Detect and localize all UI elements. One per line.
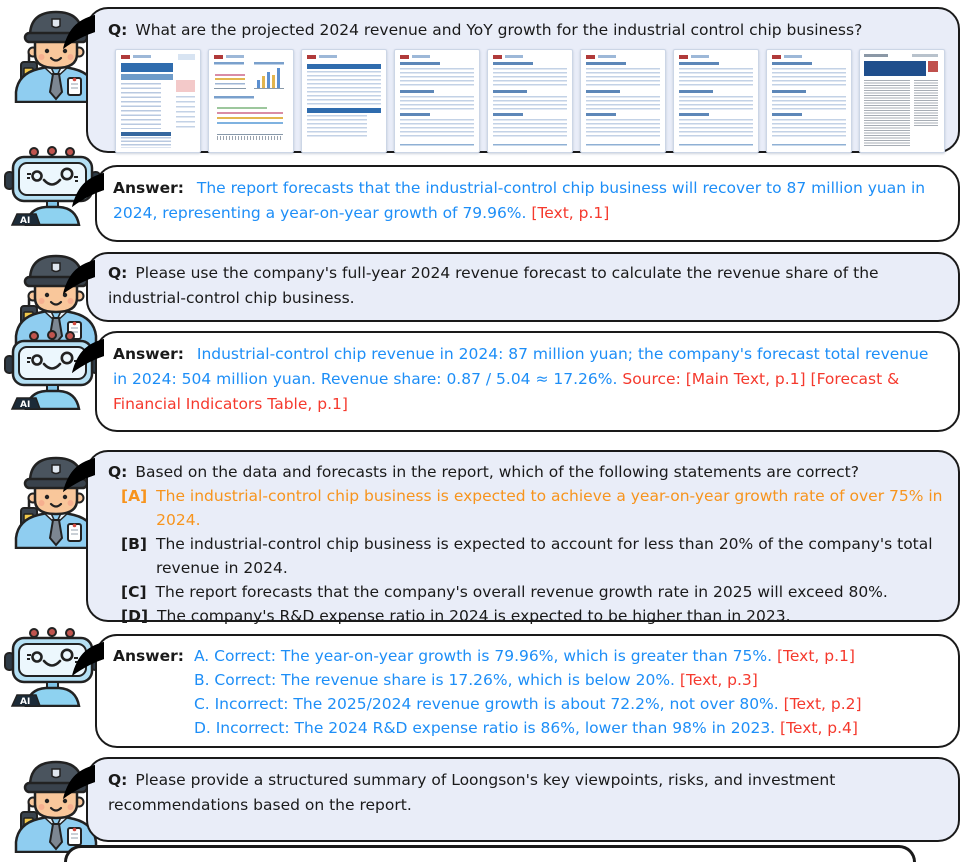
answer-3-bubble [95,634,960,748]
q-label: Q: [108,264,128,282]
answer-line-D: D. Incorrect: The 2024 R&D expense ratio is 86%, lower than 98% in 2023. [Text, p.4] [193,719,858,737]
question-3-bubble [86,450,960,625]
option-marker: [A] [121,487,148,505]
answer-3-text [97,636,958,740]
option-marker: [C] [121,583,147,601]
citation: [Text, p.2] [783,695,862,713]
question-3-intro: Q: Based on the data and forecasts in the report, which of the following statements are correct? [108,463,859,481]
answer-label: Answer: [113,345,184,363]
report-page-thumbnail[interactable] [673,49,759,153]
citation: [Text, p.4] [780,719,858,737]
answer-line-C: C. Incorrect: The 2025/2024 revenue growth is about 72.2%, not over 80%. [Text, p.2] [193,695,862,713]
report-page-thumbnail[interactable] [115,49,201,153]
report-thumbnails [115,49,945,153]
bubble-tail [62,456,96,494]
bubble-tail [62,763,96,801]
question-2-text: Q: Please use the company's full-year 2024 revenue forecast to calculate the revenue share of the industrial-control chip business. [108,264,879,307]
bubble-tail [71,337,105,375]
option-B: [B] The industrial-control chip business is expected to account for less than 20% of the company's total revenue in 2024. [88,532,958,580]
option-marker: [D] [121,607,149,625]
report-page-thumbnail[interactable] [859,49,945,153]
citation: [Text, p.3] [679,671,758,689]
bubble-tail [62,13,96,51]
answer-label: Answer: [113,179,184,197]
q-label: Q: [108,463,128,481]
answer-3-lines [194,644,862,740]
q-label: Q: [108,21,128,39]
bubble-tail [71,171,105,209]
citation: Source: [Main Text, p.1] [Forecast & Financial Indicators Table, p.1] [113,370,900,413]
option-D: [D] The company's R&D expense ratio in 2024 is expected to be higher than in 2023. [88,604,958,628]
question-4-text: Q: Please provide a structured summary of Loongson's key viewpoints, risks, and investment recommendations based on the report. [108,771,836,814]
report-page-thumbnail[interactable] [394,49,480,153]
report-page-thumbnail[interactable] [301,49,387,153]
report-page-thumbnail[interactable] [208,49,294,153]
question-1-bubble [86,7,960,153]
answer-1-text: Answer: The report forecasts that the industrial-control chip business will recover to 87 million yuan in 2024, representing a year-on-year growth of 79.96%. [Text, p.1] [113,179,926,222]
question-2-bubble [86,252,960,322]
answer-label: Answer: [113,647,184,665]
citation: [Text, p.1] [777,647,855,665]
option-A: [A] The industrial-control chip business is expected to achieve a year-on-year growth rate of over 75% in 2024. [88,484,958,532]
question-1-text: Q: What are the projected 2024 revenue and YoY growth for the industrial control chip business? [108,21,863,39]
citation: [Text, p.1] [531,204,610,222]
report-page-thumbnail[interactable] [487,49,573,153]
next-bubble-edge [64,845,916,862]
report-page-thumbnail[interactable] [766,49,852,153]
answer-1-bubble [95,165,960,242]
q-label: Q: [108,771,128,789]
option-marker: [B] [121,535,147,553]
answer-2-bubble [95,331,960,432]
option-C: [C] The report forecasts that the company's overall revenue growth rate in 2025 will exceed 80%. [88,580,958,604]
answer-line-A: A. Correct: The year-on-year growth is 79.96%, which is greater than 75%. [Text, p.1] [193,647,855,665]
report-page-thumbnail[interactable] [580,49,666,153]
question-4-bubble [86,757,960,842]
answer-2-text: Answer: Industrial-control chip revenue in 2024: 87 million yuan; the company's forecast total revenue in 2024: 504 million yuan. Revenue share: 0.87 / 5.04 ≈ 17.26%. Source: [Main Text, p.1] [Forecast & Financial Indicators Table, p.1] [113,345,929,413]
answer-line-B: B. Correct: The revenue share is 17.26%, which is below 20%. [Text, p.3] [193,671,758,689]
bubble-tail [71,640,105,678]
bubble-tail [62,258,96,296]
